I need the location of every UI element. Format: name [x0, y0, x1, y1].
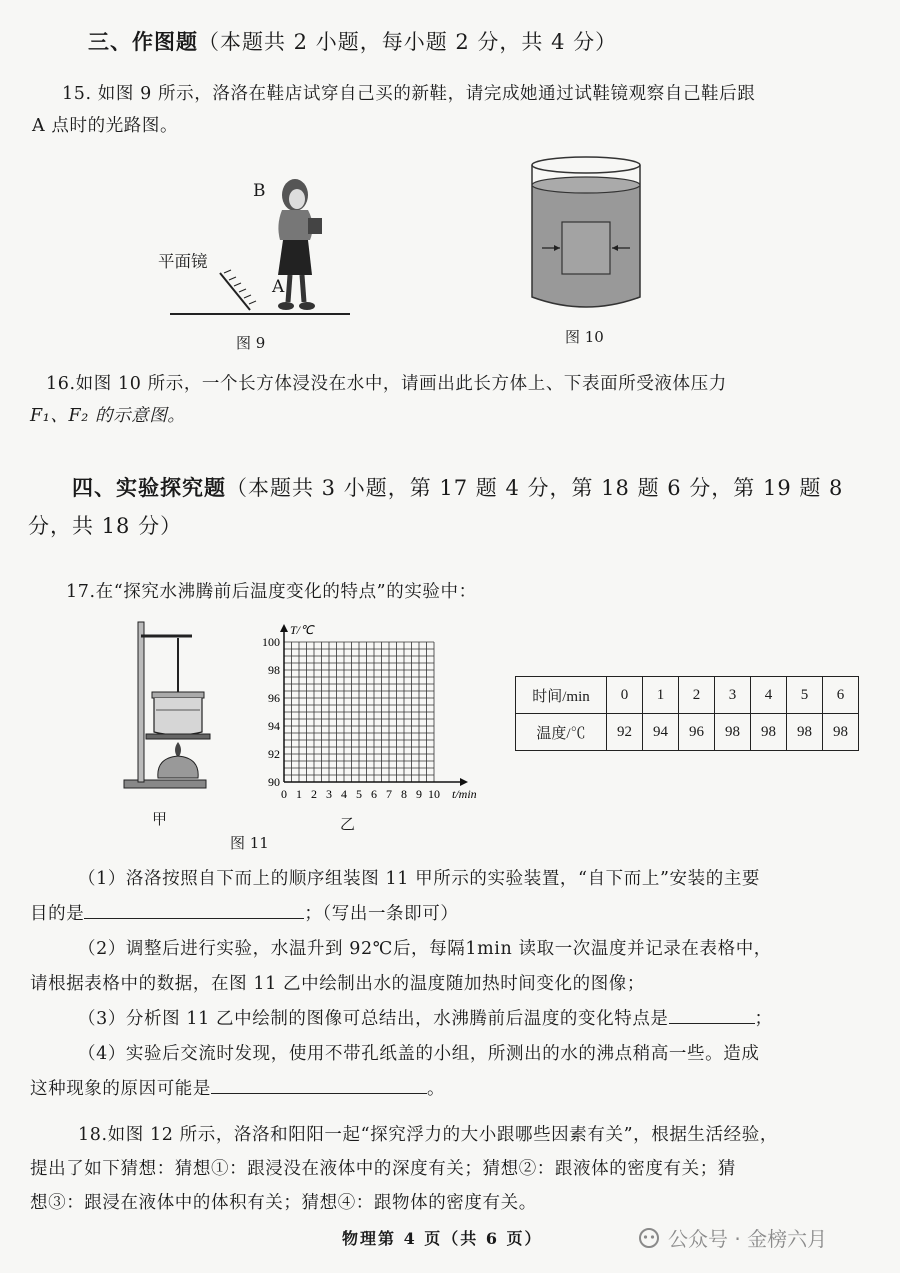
x-tick-label: 1: [296, 787, 302, 801]
x-tick-label: 3: [326, 787, 332, 801]
table-cell: 92: [607, 714, 643, 751]
table-cell: 4: [751, 677, 787, 714]
q17-p4b-pre: 这种现象的原因可能是: [30, 1079, 211, 1099]
q17-p3: [30, 1002, 880, 1037]
table-row-temp: [516, 714, 859, 751]
x-tick-label: 9: [416, 787, 422, 801]
section4-heading: [72, 468, 872, 508]
q17-p1b: [30, 897, 880, 932]
section4-title: 四、实验探究题: [72, 475, 226, 500]
table-cell: 1: [643, 677, 679, 714]
q17-p1a: （1）洛洛按照自下而上的顺序组装图 11 甲所示的实验装置，“自下而上”安装的主要: [78, 869, 761, 889]
y-tick-label: 94: [268, 719, 280, 733]
q17-p2b: 请根据表格中的数据，在图 11 乙中绘制出水的温度随加热时间变化的图像；: [30, 974, 645, 994]
fig10-caption: 图 10: [565, 328, 604, 346]
table-cell: 5: [787, 677, 823, 714]
submerged-block: [562, 222, 610, 274]
x-tick-label: 7: [386, 787, 392, 801]
mirror-surface: [220, 273, 250, 310]
table-row-time: [516, 677, 859, 714]
data-table: [515, 676, 859, 751]
q17-p3-pre: （3）分析图 11 乙中绘制的图像可总结出，水沸腾前后温度的变化特点是: [78, 1009, 669, 1029]
alcohol-lamp: [158, 756, 198, 778]
question-16: [30, 368, 876, 432]
stand-rod: [138, 622, 144, 782]
table-cell: 98: [787, 714, 823, 751]
x-tick-label: 10: [428, 787, 440, 801]
question-18: [30, 1118, 880, 1220]
q17-p3-post: ；: [754, 1009, 773, 1029]
q17-p1b-pre: 目的是: [30, 904, 85, 924]
y-tick-label: 100: [262, 635, 280, 649]
table-header-time: 时间/min: [516, 677, 607, 714]
label-yi: 乙: [340, 815, 356, 833]
label-b: B: [253, 181, 266, 201]
y-tick-label: 96: [268, 691, 280, 705]
x-tick-label: 0: [281, 787, 287, 801]
beaker-rim: [532, 157, 640, 173]
x-axis-label: t/min: [452, 787, 477, 801]
beaker: [154, 698, 202, 735]
label-jia: 甲: [152, 810, 168, 828]
q18-line3: 想③：跟浸在液体中的体积有关；猜想④：跟物体的密度有关。: [30, 1193, 537, 1213]
answer-blank-4[interactable]: [211, 1075, 427, 1094]
answer-blank-3[interactable]: [669, 1005, 755, 1024]
q16-line2: F₁、F₂ 的示意图。: [30, 406, 186, 426]
table-cell: 98: [823, 714, 859, 751]
table-cell: 6: [823, 677, 859, 714]
wechat-icon: [638, 1227, 660, 1249]
section4-note2: 分，共 18 分）: [28, 514, 183, 538]
label-a: A: [272, 277, 285, 297]
x-tick-label: 2: [311, 787, 317, 801]
chart-yi: [252, 612, 492, 802]
q17-questions: [30, 862, 880, 1107]
x-tick-label: 6: [371, 787, 377, 801]
x-axis-arrow: [460, 778, 468, 786]
q17-p4a: （4）实验后交流时发现，使用不带孔纸盖的小组，所测出的水的沸点稍高一些。造成: [78, 1044, 760, 1064]
table-cell: 98: [751, 714, 787, 751]
answer-blank-1[interactable]: [84, 900, 304, 919]
section4-heading-cont: [28, 506, 182, 546]
table-header-temp: 温度/℃: [516, 714, 607, 751]
watermark: [638, 1223, 827, 1252]
y-axis-arrow: [280, 624, 288, 632]
question-15: [32, 78, 872, 142]
fig9-caption: 图 9: [236, 334, 266, 352]
y-tick-label: 90: [268, 775, 280, 789]
q17-p4b-post: 。: [427, 1079, 446, 1099]
fig11-caption: 图 11: [230, 834, 269, 852]
y-tick-label: 92: [268, 747, 280, 761]
girl-figure: [278, 179, 322, 310]
table-cell: 94: [643, 714, 679, 751]
q17-p4b: [30, 1072, 880, 1107]
table-cell: 0: [607, 677, 643, 714]
table-cell: 2: [679, 677, 715, 714]
q17-intro: 17.在“探究水沸腾前后温度变化的特点”的实验中：: [66, 582, 477, 602]
q18-line1: 18.如图 12 所示，洛洛和阳阳一起“探究浮力的大小跟哪些因素有关”，根据生活经验，: [78, 1125, 778, 1145]
stand-base: [124, 780, 206, 788]
watermark-text: 公众号 · 金榜六月: [668, 1227, 828, 1251]
q18-line2: 提出了如下猜想：猜想①：跟浸没在液体中的深度有关；猜想②：跟液体的密度有关；猜: [30, 1159, 736, 1179]
y-tick-label: 98: [268, 663, 280, 677]
table-cell: 96: [679, 714, 715, 751]
table-cell: 98: [715, 714, 751, 751]
x-tick-label: 4: [341, 787, 347, 801]
q17-p1b-post: ；（写出一条即可）: [304, 904, 459, 924]
q17-p2a: （2）调整后进行实验，水温升到 92℃后，每隔1min 读取一次温度并记录在表格中，: [78, 939, 772, 959]
page-footer: 物理第 4 页（共 6 页）: [342, 1229, 543, 1248]
mirror-label: 平面镜: [158, 252, 208, 271]
y-axis-label: T/℃: [290, 623, 314, 637]
x-tick-label: 5: [356, 787, 362, 801]
section3-note: （本题共 2 小题，每小题 2 分，共 4 分）: [198, 30, 618, 54]
section3-heading: [88, 26, 617, 56]
x-tick-label: 8: [401, 787, 407, 801]
section3-title: 三、作图题: [88, 29, 198, 54]
figure-10: [528, 155, 644, 315]
section4-note: （本题共 3 小题，第 17 题 4 分，第 18 题 6 分，第 19 题 8: [226, 476, 844, 500]
q15-line2: A 点时的光路图。: [32, 116, 179, 136]
q16-line1: 16.如图 10 所示，一个长方体浸没在水中，请画出此长方体上、下表面所受液体压力: [46, 374, 727, 394]
apparatus-jia: [112, 618, 222, 798]
q15-line1: 15. 如图 9 所示，洛洛在鞋店试穿自己买的新鞋，请完成她通过试鞋镜观察自己鞋后跟: [62, 84, 756, 104]
table-cell: 3: [715, 677, 751, 714]
